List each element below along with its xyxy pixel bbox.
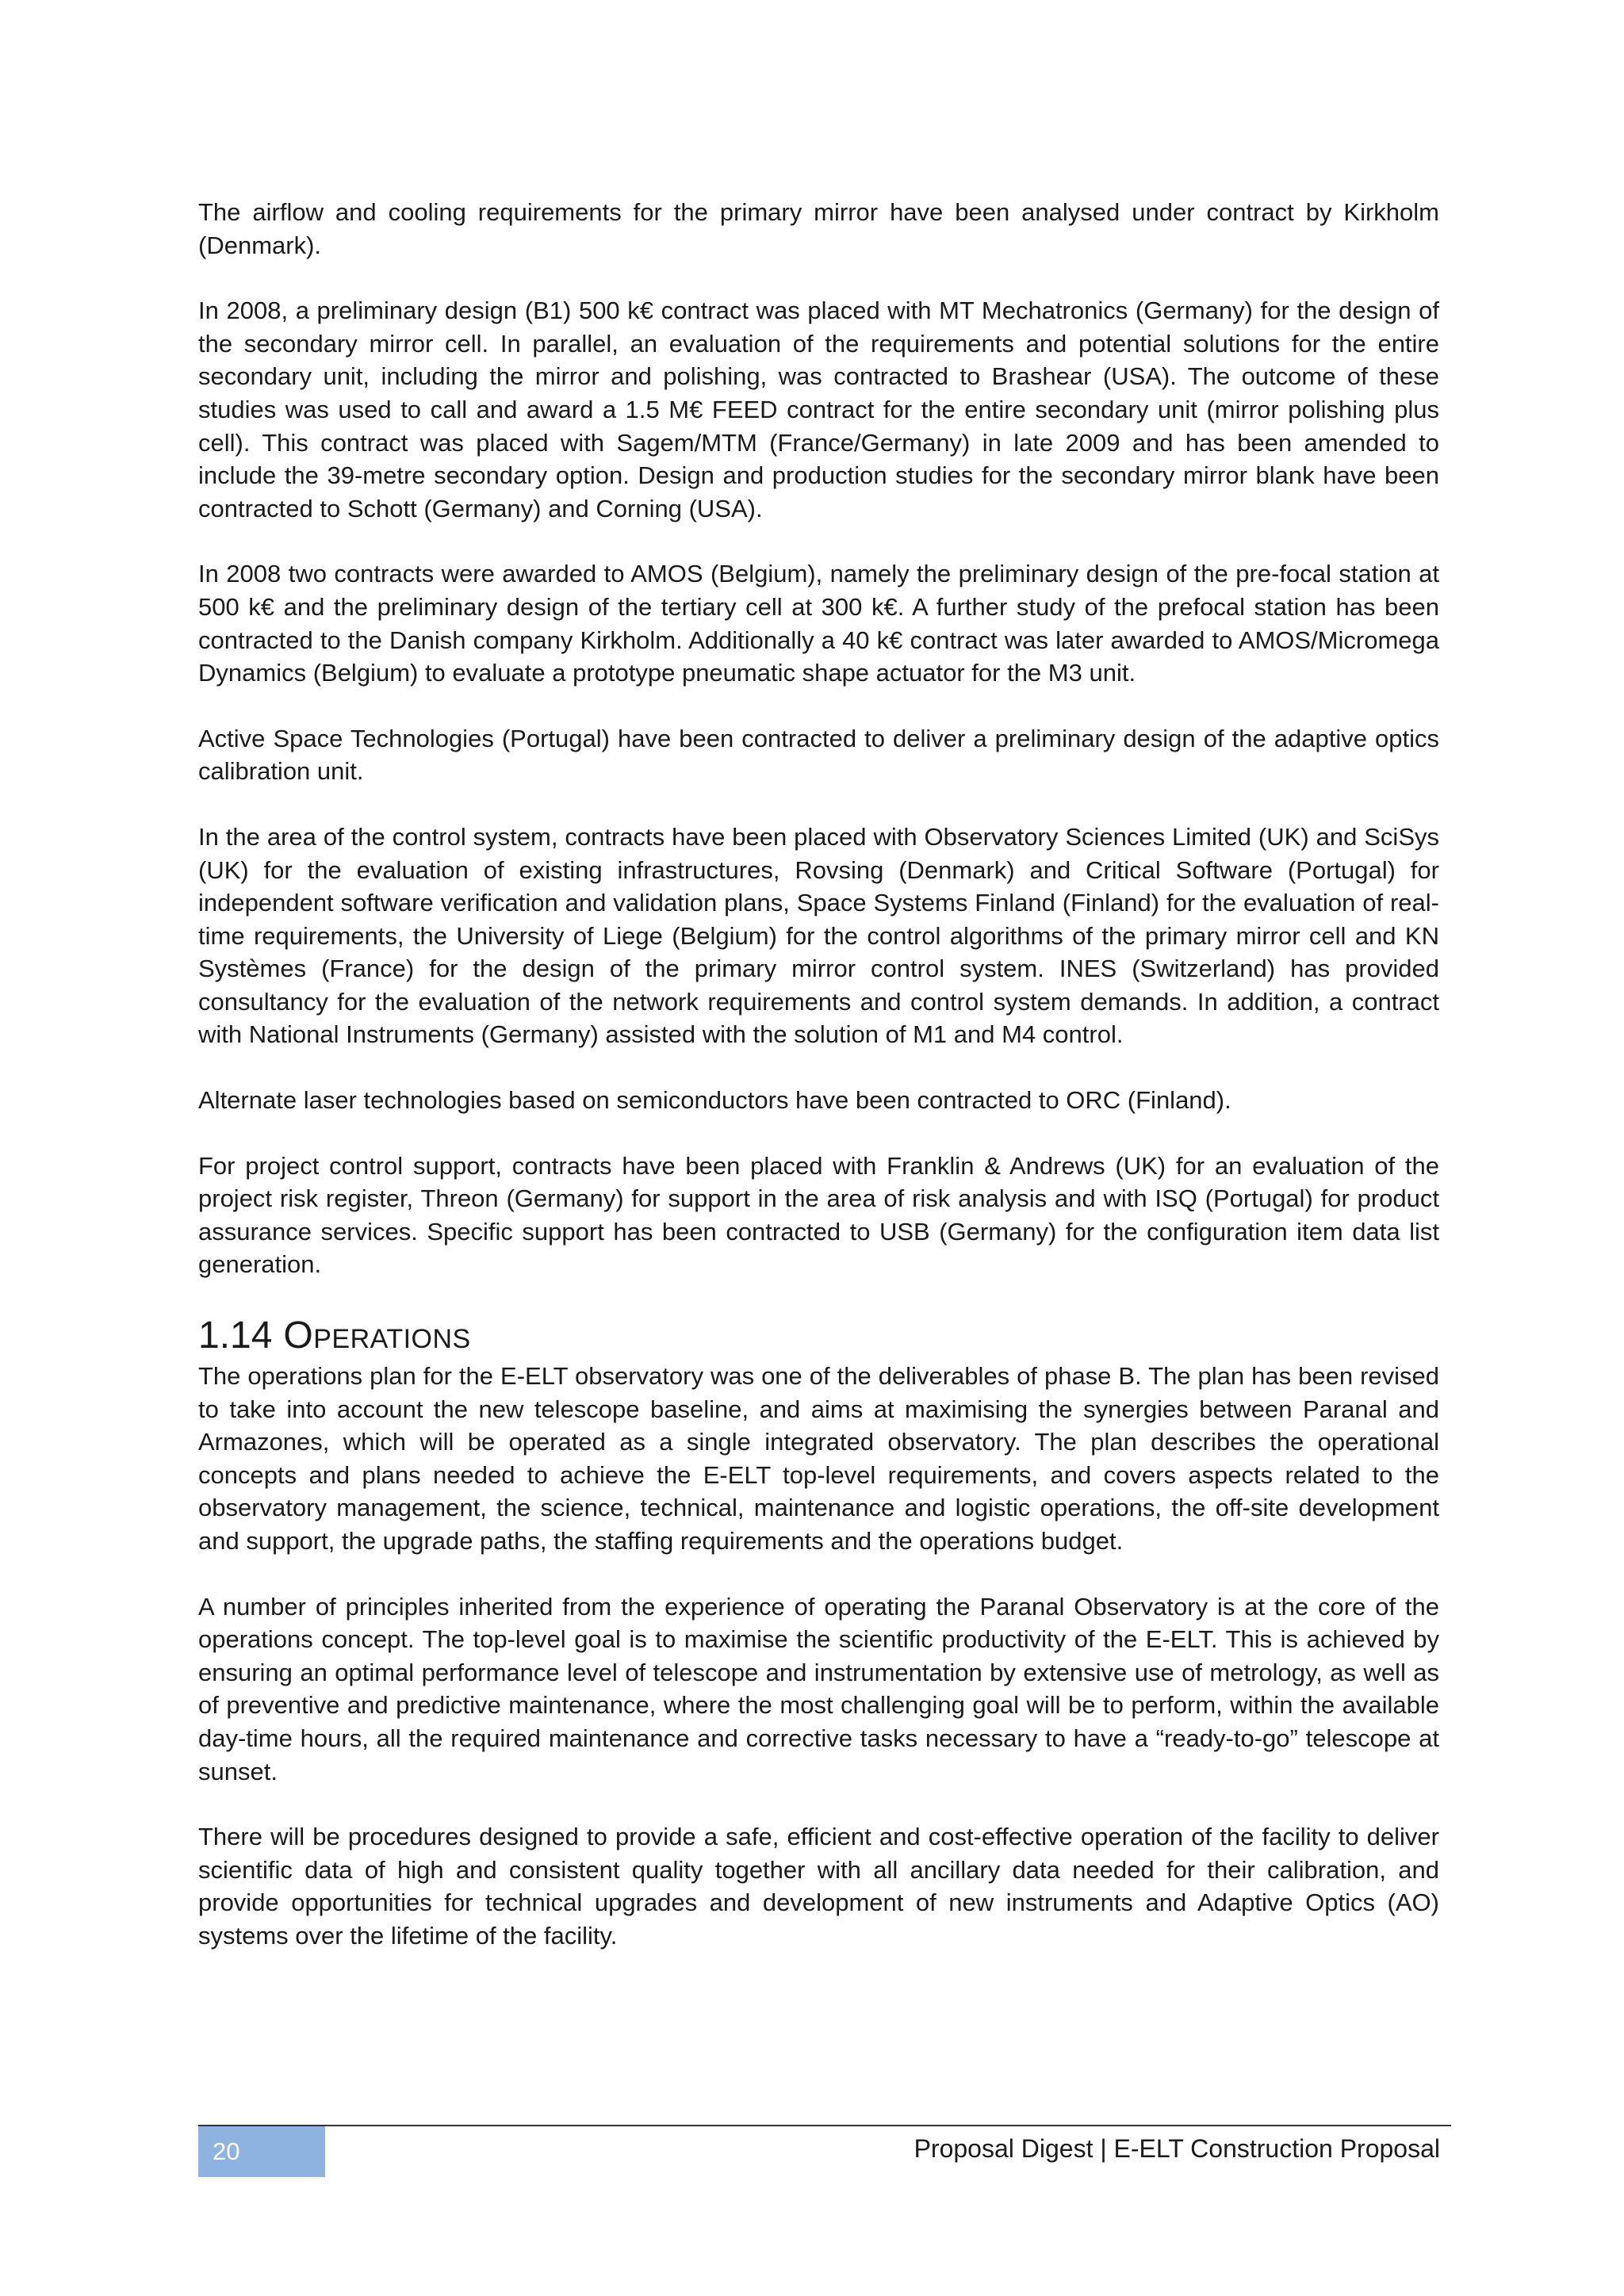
paragraph-operations-principles: A number of principles inherited from the experience of operating the Paranal Observatory is at the core of the operations concept. The top-level goal is to maximise the scientific productivity of the E-ELT. This is achieved by ensuring an optimal performance level of telescope and instrumentation by extensive use of metrology, as well as of preventive and predictive maintenance, where the most challenging goal will be to perform, within the available day-time hours, all the required maintenance and corrective tasks necessary to have a “ready-to-go” telescope at sunset. <box>198 1592 1439 1785</box>
paragraph-secondary-mirror: In 2008, a preliminary design (B1) 500 k€ contract was placed with MT Mechatronics (Germany) for the design of the secondary mirror cell. In parallel, an evaluation of the requirements and potential solutions for the entire secondary unit, including the mirror and polishing, was contracted to Brashear (USA). The outcome of these studies was used to call and award a 1.5 M€ FEED contract for the entire secondary unit (mirror polishing plus cell). This contract was placed with Sagem/MTM (France/Germany) in late 2009 and has been amended to include the 39-metre secondary option. Design and production studies for the secondary mirror blank have been contracted to Schott (Germany) and Corning (USA). <box>198 297 1439 522</box>
footer-divider <box>198 2125 1451 2126</box>
paragraph-airflow: The airflow and cooling requirements for the primary mirror have been analysed under contract by Kirkholm (Denmark). <box>198 198 1439 259</box>
paragraph-project-control: For project control support, contracts have been placed with Franklin & Andrews (UK) for an evaluation of the project risk register, Threon (Germany) for support in the area of risk analysis and with ISQ (Portugal) for product assurance services. Specific support has been contracted to USB (Germany) for the configuration item data list generation. <box>198 1151 1439 1279</box>
paragraph-active-space: Active Space Technologies (Portugal) have been contracted to deliver a preliminary design of the adaptive optics calibration unit. <box>198 724 1439 786</box>
page-number: 20 <box>213 2137 240 2165</box>
paragraph-laser: Alternate laser technologies based on semiconductors have been contracted to ORC (Finland). <box>198 1086 1231 1115</box>
document-body <box>198 196 1439 1985</box>
paragraph-operations-plan: The operations plan for the E-ELT observatory was one of the deliverables of phase B. The plan has been revised to take into account the new telescope baseline, and aims at maximising the synergies between Paranal and Armazones, which will be operated as a single integrated observatory. The plan describes the operational concepts and plans needed to achieve the E-ELT top-level requirements, and covers aspects related to the observatory management, the science, technical, maintenance and logistic operations, the off-site development and support, the upgrade paths, the staffing requirements and the operations budget. <box>198 1362 1439 1555</box>
paragraph-amos-contracts: In 2008 two contracts were awarded to AMOS (Belgium), namely the preliminary design of the pre-focal station at 500 k€ and the preliminary design of the tertiary cell at 300 k€. A further study of the prefocal station has been contracted to the Danish company Kirkholm. Additionally a 40 k€ contract was later awarded to AMOS/Micromega Dynamics (Belgium) to evaluate a prototype pneumatic shape actuator for the M3 unit. <box>198 560 1439 687</box>
paragraph-operations-procedures: There will be procedures designed to provide a safe, efficient and cost-effective operation of the facility to deliver scientific data of high and consistent quality together with all ancillary data needed for their calibration, and provide opportunities for technical upgrades and development of new instruments and Adaptive Optics (AO) systems over the lifetime of the facility. <box>198 1823 1439 1950</box>
page-number-badge <box>198 2126 325 2177</box>
footer-title: Proposal Digest | E-ELT Construction Proposal <box>914 2134 1440 2163</box>
section-heading-operations <box>198 1314 1439 1358</box>
paragraph-control-system: In the area of the control system, contracts have been placed with Observatory Sciences Limited (UK) and SciSys (UK) for the evaluation of existing infrastructures, Rovsing (Denmark) and Critical Software (Portugal) for independent software verification and validation plans, Space Systems Finland (Finland) for the evaluation of real-time requirements, the University of Liege (Belgium) for the control algorithms of the primary mirror cell and KN Systèmes (France) for the design of the primary mirror control system. INES (Switzerland) has provided consultancy for the evaluation of the network requirements and control system demands. In addition, a contract with National Instruments (Germany) assisted with the solution of M1 and M4 control. <box>198 822 1439 1049</box>
section-number: 1.14 <box>198 1314 273 1357</box>
section-title: Operations <box>283 1314 471 1357</box>
